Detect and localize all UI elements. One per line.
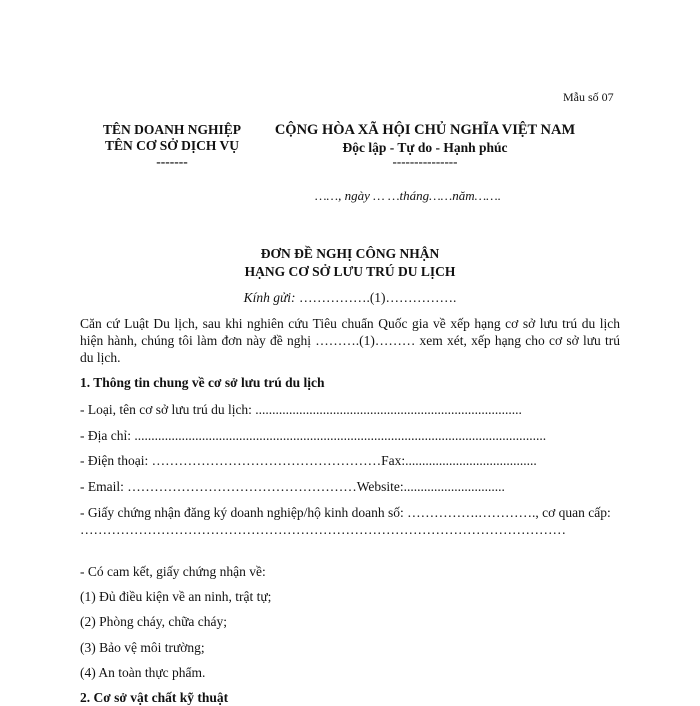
date-line: ……, ngày … …tháng……năm……. xyxy=(315,188,501,203)
field-address: - Địa chỉ: .......................................................................................................................... xyxy=(80,428,547,443)
section2-heading: 2. Cơ sở vật chất kỹ thuật xyxy=(80,690,229,705)
facility-name: TÊN CƠ SỞ DỊCH VỤ xyxy=(104,138,240,153)
commitment-food-safety: (4) An toàn thực phẩm. xyxy=(80,665,206,680)
company-name: TÊN DOANH NGHIỆP xyxy=(102,122,241,137)
field-phone-fax: - Điện thoại: ……………………………………………Fax:....................................... xyxy=(80,453,537,468)
national-header xyxy=(270,122,580,168)
commitment-intro: - Có cam kết, giấy chứng nhận về: xyxy=(80,564,266,579)
nation-name: CỘNG HÒA XÃ HỘI CHỦ NGHĨA VIỆT NAM xyxy=(274,122,576,138)
intro-paragraph: Căn cứ Luật Du lịch, sau khi nghiên cứu Tiêu chuẩn Quốc gia về xếp hạng cơ sở lưu trú du lịch hiện hành, chúng tôi làm đơn này đề nghị ……….(1)……… xem xét, xếp hạng cho cơ sở lưu trú du lịch. xyxy=(80,316,620,365)
field-email-website: - Email: ……………………………………………Website:.............................. xyxy=(80,479,505,494)
right-divider: --------------- xyxy=(392,154,458,169)
field-facility-type: - Loại, tên cơ sở lưu trú du lịch: ............................................................................... xyxy=(80,402,522,417)
commitment-fire: (2) Phòng cháy, chữa cháy; xyxy=(80,614,228,629)
left-divider: ------- xyxy=(156,154,188,169)
document-title-line1: ĐƠN ĐỀ NGHỊ CÔNG NHẬN xyxy=(260,246,440,261)
recipient-label: Kính gửi: xyxy=(243,290,296,305)
document-title-line2: HẠNG CƠ SỞ LƯU TRÚ DU LỊCH xyxy=(244,264,456,279)
section1-heading: 1. Thông tin chung về cơ sở lưu trú du lịch xyxy=(80,375,325,390)
national-motto: Độc lập - Tự do - Hạnh phúc xyxy=(342,140,508,155)
commitment-environment: (3) Bảo vệ môi trường; xyxy=(80,640,205,655)
form-number: Mẫu số 07 xyxy=(563,90,614,104)
recipient-line xyxy=(0,290,700,306)
commitment-security: (1) Đủ điều kiện về an ninh, trật tự; xyxy=(80,589,272,604)
recipient-value: …………….(1)……………. xyxy=(295,290,457,305)
company-header xyxy=(92,122,252,170)
field-business-license: - Giấy chứng nhận đăng ký doanh nghiệp/hộ kinh doanh số: …………….…………., cơ quan cấp: ……………………………………………………………………………………………… xyxy=(80,505,611,537)
